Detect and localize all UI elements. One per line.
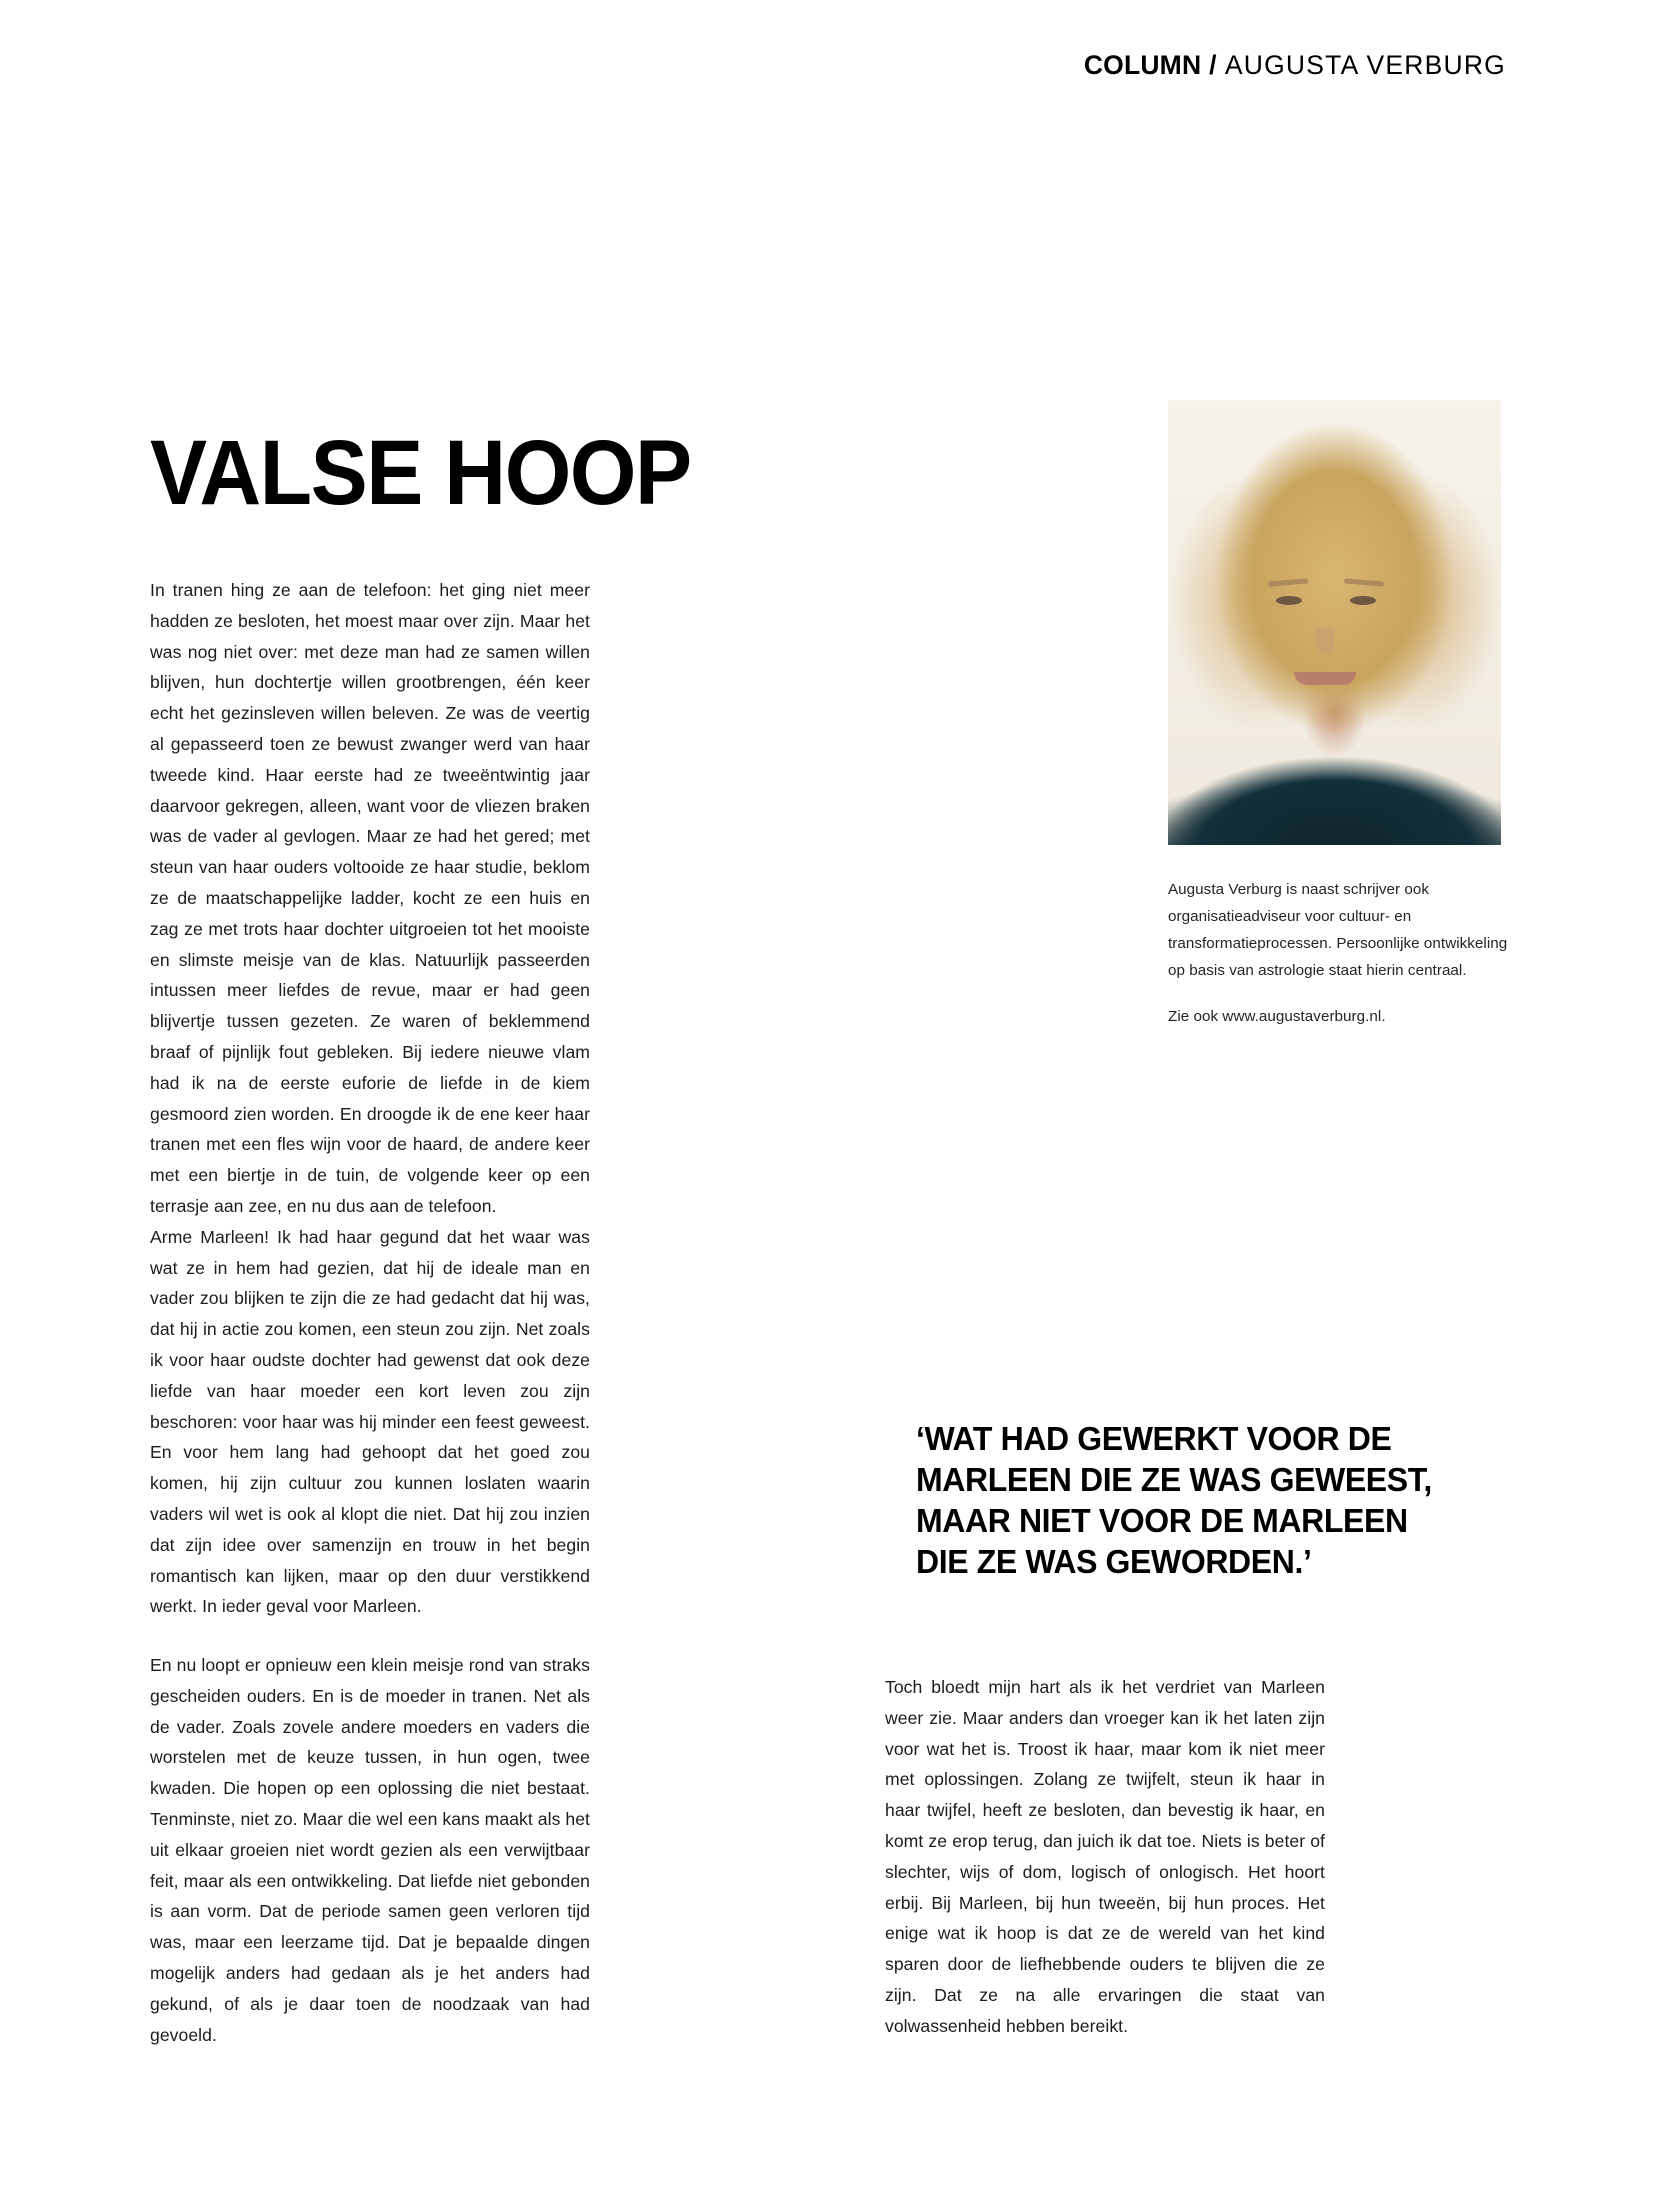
portrait-shoulders — [1168, 730, 1501, 845]
kicker-label-column: COLUMN — [1083, 50, 1202, 80]
author-bio-caption — [1168, 876, 1508, 1030]
pull-quote-line-4: DIE ZE WAS GEWORDEN.’ — [916, 1543, 1312, 1581]
article-headline: VALSE HOOP — [150, 421, 691, 524]
kicker-separator: / — [1201, 50, 1225, 80]
portrait-eyebrow-left — [1268, 578, 1308, 586]
pull-quote-line-3: MAAR NIET VOOR DE MARLEEN — [916, 1502, 1408, 1540]
paragraph-right-1: Toch bloedt mijn hart als ik het verdriet van Marleen weer zie. Maar anders dan vroeger kan ik het laten zijn voor wat het is. Troost ik haar, maar kom ik niet meer met oplossingen. Zolang ze twijfelt, steun ik haar in haar twijfel, heeft ze besloten, dan bevestig ik haar, en komt ze erop terug, dan juich ik dat toe. Niets is beter of slechter, wijs of dom, logisch of onlogisch. Het hoort erbij. Bij Marleen, bij hun tweeën, bij hun proces. Het enige wat ik hoop is dat ze de wereld van het kind sparen door de liefhebbende ouders te blijven die ze zijn. Dat ze na alle ervaringen die staat van volwassenheid hebben bereikt. — [885, 1677, 1325, 2036]
paragraph-2: Arme Marleen! Ik had haar gegund dat het waar was wat ze in hem had gezien, dat hij de ideale man en vader zou blijken te zijn die ze had gedacht dat hij was, dat hij in actie zou komen, een steun zou zijn. Net zoals ik voor haar oudste dochter had gewenst dat ook deze liefde van haar moeder een kort leven zou zijn beschoren: voor haar was hij minder een feest geweest. En voor hem lang had gehoopt dat het goed zou komen, hij zijn cultuur zou kunnen loslaten waarin vaders wil wet is ook al klopt die niet. Dat hij zou inzien dat zijn idee over samenzijn en trouw in het begin romantisch kan lijken, maar op den duur verstikkend werkt. In ieder geval voor Marleen. — [150, 1226, 590, 1617]
portrait-nose — [1316, 628, 1334, 654]
portrait-mouth — [1294, 672, 1356, 685]
portrait-eyebrow-right — [1344, 578, 1384, 586]
portrait-eye-right — [1350, 596, 1376, 605]
caption-website-text: Zie ook www.augustaverburg.nl. — [1168, 1008, 1386, 1025]
column-kicker — [1084, 52, 1506, 79]
portrait-image — [1168, 400, 1501, 845]
pull-quote-line-2: MARLEEN DIE ZE WAS GEWEEST, — [916, 1461, 1432, 1499]
article-body-right-column — [885, 1672, 1325, 2042]
kicker-author-name: AUGUSTA VERBURG — [1224, 50, 1506, 80]
article-body-left-column — [150, 575, 590, 2050]
portrait-eye-left — [1276, 596, 1302, 605]
paragraph-3: En nu loopt er opnieuw een klein meisje rond van straks gescheiden ouders. En is de moeder in tranen. Net als de vader. Zoals zovele andere moeders en vaders die worstelen met de keuze tussen, in hun ogen, twee kwaden. Die hopen op een oplossing die niet bestaat. Tenminste, niet zo. Maar die wel een kans maakt als het uit elkaar groeien niet wordt gezien als een verwijtbaar feit, maar als een ontwikkeling. Dat liefde niet gebonden is aan vorm. Dat de periode samen geen verloren tijd was, maar een leerzame tijd. Dat je bepaalde dingen mogelijk anders had gedaan als je het anders had gekund, of als je daar toen de noodzaak van had gevoeld. — [150, 1655, 590, 2045]
pull-quote — [916, 1419, 1489, 1583]
author-portrait-photo — [1168, 400, 1501, 845]
paragraph-1: In tranen hing ze aan de telefoon: het ging niet meer hadden ze besloten, het moest maar over zijn. Maar het was nog niet over: met deze man had ze samen willen blijven, hun dochtertje willen grootbrengen, één keer echt het gezinsleven willen beleven. Ze was de veertig al gepasseerd toen ze bewust zwanger werd van haar tweede kind. Haar eerste had ze tweeëntwintig jaar daarvoor gekregen, alleen, want voor de vliezen braken was de vader al gevlogen. Maar ze had het gered; met steun van haar ouders voltooide ze haar studie, beklom ze de maatschappelijke ladder, kocht ze een huis en zag ze met trots haar dochter uitgroeien tot het mooiste en slimste meisje van de klas. Natuurlijk passeerden intussen meer liefdes de revue, maar er had geen blijvertje tussen gezeten. Ze waren of beklemmend braaf of pijnlijk fout gebleken. Bij iedere nieuwe vlam had ik na de eerste euforie de liefde in de kiem gesmoord zien worden. En droogde ik de ene keer haar tranen met een fles wijn voor de haard, de andere keer met een biertje in de tuin, de volgende keer op een terrasje aan zee, en nu dus aan de telefoon. — [150, 580, 590, 1216]
pull-quote-line-1: ‘WAT HAD GEWERKT VOOR DE — [916, 1420, 1392, 1458]
caption-bio-text: Augusta Verburg is naast schrijver ook organisatieadviseur voor cultuur- en transformatieprocessen. Persoonlijke ontwikkeling op basis van astrologie staat hierin centraal. — [1168, 881, 1508, 979]
